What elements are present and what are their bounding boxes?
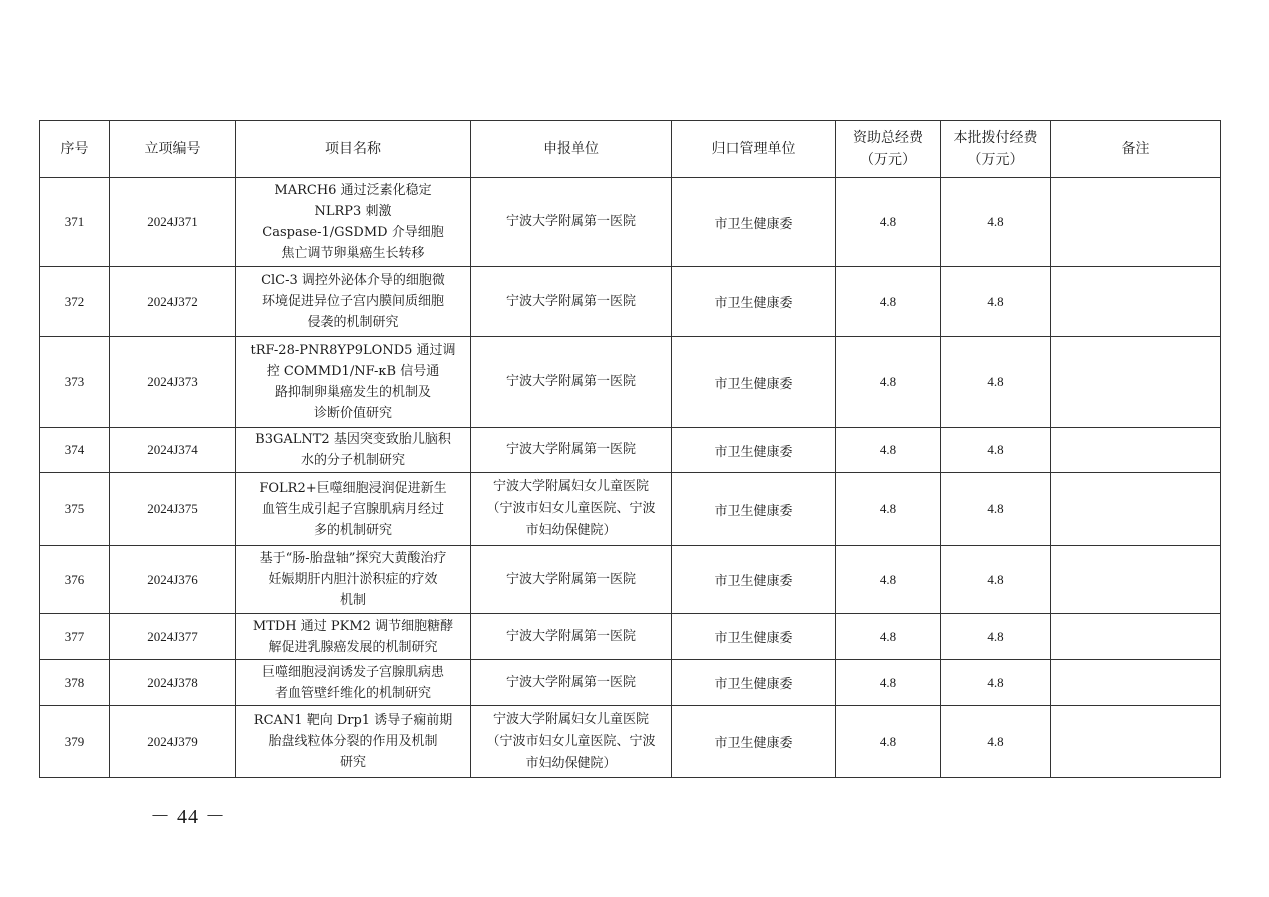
cell-project-name bbox=[236, 428, 471, 473]
cell-total-funding: 4.8 bbox=[836, 178, 941, 267]
table-row bbox=[40, 428, 1221, 473]
cell-admin-unit: 市卫生健康委 bbox=[672, 706, 836, 778]
cell-batch-funding: 4.8 bbox=[941, 660, 1051, 706]
cell-total-funding: 4.8 bbox=[836, 267, 941, 337]
cell-total-funding: 4.8 bbox=[836, 337, 941, 428]
project-name-line: 血管生成引起子宫腺肌病月经过 bbox=[261, 501, 444, 517]
project-name-line: 路抑制卵巢癌发生的机制及 bbox=[274, 385, 431, 400]
cell-note bbox=[1051, 178, 1221, 267]
cell-seq: 377 bbox=[40, 614, 110, 660]
table-row bbox=[40, 267, 1221, 337]
cell-code: 2024J372 bbox=[110, 267, 236, 337]
cell-applicant-unit bbox=[471, 660, 672, 706]
cell-applicant-unit bbox=[471, 614, 672, 660]
project-name-line: 研究 bbox=[339, 755, 366, 770]
cell-batch-funding: 4.8 bbox=[941, 178, 1051, 267]
cell-seq: 371 bbox=[40, 178, 110, 267]
cell-project-name bbox=[236, 267, 471, 337]
cell-seq: 378 bbox=[40, 660, 110, 706]
cell-code: 2024J379 bbox=[110, 706, 236, 778]
header-batch bbox=[941, 121, 1051, 178]
cell-note bbox=[1051, 614, 1221, 660]
project-name-line: 者血管壁纤维化的机制研究 bbox=[274, 685, 431, 701]
funding-table bbox=[39, 120, 1221, 778]
cell-total-funding: 4.8 bbox=[836, 473, 941, 546]
project-name-line: 多的机制研究 bbox=[313, 522, 392, 538]
table-body bbox=[40, 178, 1221, 778]
cell-note bbox=[1051, 337, 1221, 428]
applicant-unit-line: 宁波大学附属第一医院 bbox=[505, 628, 636, 644]
cell-admin-unit: 市卫生健康委 bbox=[672, 337, 836, 428]
cell-note bbox=[1051, 473, 1221, 546]
applicant-unit-line: 宁波大学附属第一医院 bbox=[505, 674, 636, 690]
cell-project-name bbox=[236, 660, 471, 706]
header-admin: 归口管理单位 bbox=[672, 121, 836, 178]
project-name-line: 侵袭的机制研究 bbox=[307, 315, 399, 330]
cell-seq: 375 bbox=[40, 473, 110, 546]
applicant-unit-line: 宁波大学附属妇女儿童医院 bbox=[492, 711, 649, 727]
cell-applicant-unit bbox=[471, 428, 672, 473]
cell-applicant-unit bbox=[471, 473, 672, 546]
cell-note bbox=[1051, 706, 1221, 778]
cell-total-funding: 4.8 bbox=[836, 546, 941, 614]
applicant-unit-line: 市妇幼保健院） bbox=[525, 755, 617, 771]
table-row bbox=[40, 337, 1221, 428]
cell-seq: 373 bbox=[40, 337, 110, 428]
project-name-line: 基于“肠-胎盘轴”探究大黄酸治疗 bbox=[259, 551, 447, 566]
project-name-line: tRF-28-PNR8YP9LOND5 通过调 bbox=[250, 343, 456, 358]
cell-batch-funding: 4.8 bbox=[941, 428, 1051, 473]
cell-code: 2024J378 bbox=[110, 660, 236, 706]
project-name-line: 巨噬细胞浸润诱发子宫腺肌病患 bbox=[261, 664, 444, 680]
project-name-line: RCAN1 靶向 Drp1 诱导子痫前期 bbox=[253, 713, 453, 728]
project-name-line: 水的分子机制研究 bbox=[300, 453, 405, 468]
cell-batch-funding: 4.8 bbox=[941, 546, 1051, 614]
cell-project-name bbox=[236, 337, 471, 428]
project-name-line: B3GALNT2 基因突变致胎儿脑积 bbox=[255, 432, 451, 447]
applicant-unit-line: 市妇幼保健院） bbox=[525, 523, 617, 538]
project-name-line: NLRP3 刺激 bbox=[314, 204, 392, 219]
table-row bbox=[40, 614, 1221, 660]
cell-code: 2024J375 bbox=[110, 473, 236, 546]
header-total bbox=[836, 121, 941, 178]
cell-admin-unit: 市卫生健康委 bbox=[672, 546, 836, 614]
project-name-line: FOLR2+巨噬细胞浸润促进新生 bbox=[259, 480, 447, 496]
table-row bbox=[40, 706, 1221, 778]
cell-admin-unit: 市卫生健康委 bbox=[672, 267, 836, 337]
applicant-unit-line: 宁波大学附属第一医院 bbox=[505, 293, 636, 309]
cell-project-name bbox=[236, 178, 471, 267]
table-header bbox=[40, 121, 1221, 178]
cell-admin-unit: 市卫生健康委 bbox=[672, 660, 836, 706]
cell-total-funding: 4.8 bbox=[836, 428, 941, 473]
cell-project-name bbox=[236, 706, 471, 778]
project-name-line: MARCH6 通过泛素化稳定 bbox=[274, 183, 432, 198]
cell-batch-funding: 4.8 bbox=[941, 614, 1051, 660]
cell-total-funding: 4.8 bbox=[836, 614, 941, 660]
header-seq: 序号 bbox=[40, 121, 110, 178]
cell-seq: 374 bbox=[40, 428, 110, 473]
header-name: 项目名称 bbox=[236, 121, 471, 178]
cell-project-name bbox=[236, 614, 471, 660]
cell-project-name bbox=[236, 473, 471, 546]
cell-admin-unit: 市卫生健康委 bbox=[672, 178, 836, 267]
cell-code: 2024J373 bbox=[110, 337, 236, 428]
page-number: － 44 － bbox=[150, 806, 226, 828]
project-name-line: 妊娠期肝内胆汁淤积症的疗效 bbox=[268, 572, 438, 587]
table-row bbox=[40, 178, 1221, 267]
table-row bbox=[40, 473, 1221, 546]
project-name-line: 机制 bbox=[339, 593, 366, 608]
cell-applicant-unit bbox=[471, 546, 672, 614]
applicant-unit-line: 宁波大学附属妇女儿童医院 bbox=[492, 479, 649, 494]
cell-batch-funding: 4.8 bbox=[941, 473, 1051, 546]
cell-seq: 379 bbox=[40, 706, 110, 778]
header-note: 备注 bbox=[1051, 121, 1221, 178]
project-name-line: 控 COMMD1/NF-κB 信号通 bbox=[266, 364, 440, 379]
header-total-line2: （万元） bbox=[860, 152, 916, 168]
cell-batch-funding: 4.8 bbox=[941, 337, 1051, 428]
cell-code: 2024J371 bbox=[110, 178, 236, 267]
project-name-line: 解促进乳腺癌发展的机制研究 bbox=[268, 639, 438, 655]
project-name-line: ClC-3 调控外泌体介导的细胞微 bbox=[261, 273, 445, 288]
header-batch-line2: （万元） bbox=[967, 152, 1024, 168]
cell-applicant-unit bbox=[471, 706, 672, 778]
project-name-line: Caspase-1/GSDMD 介导细胞 bbox=[262, 225, 444, 240]
cell-seq: 372 bbox=[40, 267, 110, 337]
applicant-unit-line: 宁波大学附属第一医院 bbox=[505, 442, 636, 457]
header-row bbox=[40, 121, 1221, 178]
header-total-line1: 资助总经费 bbox=[853, 130, 923, 146]
cell-project-name bbox=[236, 546, 471, 614]
cell-note bbox=[1051, 428, 1221, 473]
cell-code: 2024J377 bbox=[110, 614, 236, 660]
header-code: 立项编号 bbox=[110, 121, 236, 178]
cell-total-funding: 4.8 bbox=[836, 706, 941, 778]
cell-batch-funding: 4.8 bbox=[941, 706, 1051, 778]
cell-admin-unit: 市卫生健康委 bbox=[672, 614, 836, 660]
cell-note bbox=[1051, 546, 1221, 614]
cell-applicant-unit bbox=[471, 267, 672, 337]
cell-total-funding: 4.8 bbox=[836, 660, 941, 706]
cell-batch-funding: 4.8 bbox=[941, 267, 1051, 337]
header-unit: 申报单位 bbox=[471, 121, 672, 178]
project-name-line: 环境促进异位子宫内膜间质细胞 bbox=[261, 294, 444, 309]
applicant-unit-line: 宁波大学附属第一医院 bbox=[505, 374, 636, 389]
cell-note bbox=[1051, 267, 1221, 337]
project-name-line: 诊断价值研究 bbox=[313, 406, 392, 421]
table-row bbox=[40, 660, 1221, 706]
applicant-unit-line: （宁波市妇女儿童医院、宁波 bbox=[486, 501, 656, 516]
header-batch-line1: 本批拨付经费 bbox=[953, 130, 1038, 146]
project-name-line: 胎盘线粒体分裂的作用及机制 bbox=[268, 734, 438, 749]
cell-code: 2024J374 bbox=[110, 428, 236, 473]
cell-applicant-unit bbox=[471, 337, 672, 428]
project-name-line: 焦亡调节卵巢癌生长转移 bbox=[281, 246, 425, 261]
cell-applicant-unit bbox=[471, 178, 672, 267]
cell-code: 2024J376 bbox=[110, 546, 236, 614]
table-row bbox=[40, 546, 1221, 614]
cell-admin-unit: 市卫生健康委 bbox=[672, 473, 836, 546]
cell-admin-unit: 市卫生健康委 bbox=[672, 428, 836, 473]
applicant-unit-line: 宁波大学附属第一医院 bbox=[505, 214, 636, 229]
cell-seq: 376 bbox=[40, 546, 110, 614]
applicant-unit-line: （宁波市妇女儿童医院、宁波 bbox=[486, 733, 656, 749]
applicant-unit-line: 宁波大学附属第一医院 bbox=[505, 571, 636, 587]
project-name-line: MTDH 通过 PKM2 调节细胞糖酵 bbox=[252, 618, 454, 634]
cell-note bbox=[1051, 660, 1221, 706]
